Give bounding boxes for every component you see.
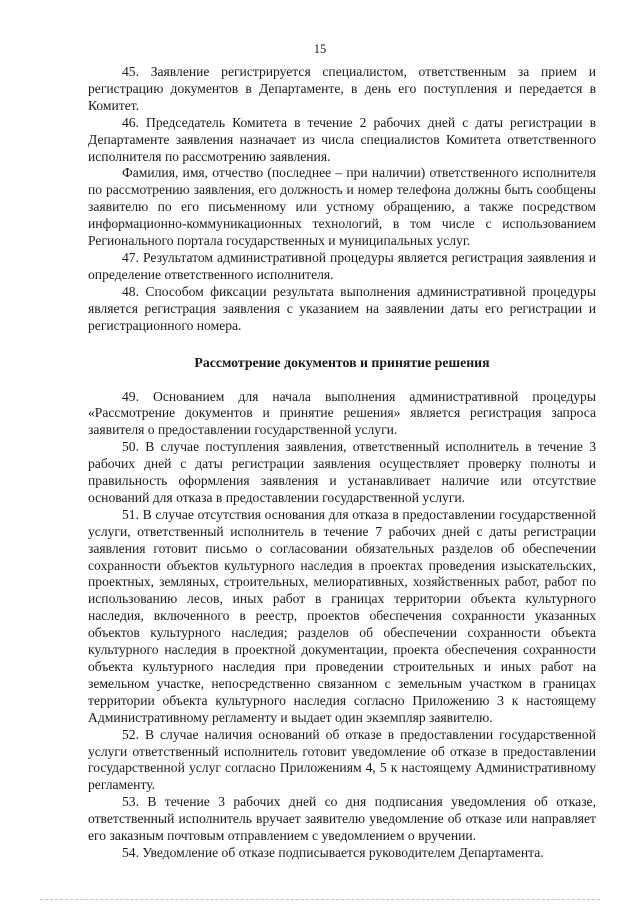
paragraph-46: 46. Председатель Комитета в течение 2 рабочих дней с даты регистрации в Департаменте заявления назначает из числа специалистов Комитета ответственного исполнителя по рассмотрению заявления. xyxy=(88,114,596,164)
paragraph-46-contact-info: Фамилия, имя, отчество (последнее – при наличии) ответственного исполнителя по рассмотрению заявления, его должность и номер телефона должны быть сообщены заявителю по его письменному или устному обращению, а также посредством информационно-коммуникационных технологий, в том числе с использованием Регионального портала государственных и муниципальных услуг. xyxy=(88,165,596,249)
paragraph-54: 54. Уведомление об отказе подписывается руководителем Департамента. xyxy=(122,844,544,860)
paragraph-45: 45. Заявление регистрируется специалистом, ответственным за прием и регистрацию документов в Департаменте, в день его поступления и передается в Комитет. xyxy=(88,64,596,113)
paragraph-51: 51. В случае отсутствия основания для отказа в предоставлении государственной услуги, ответственный исполнитель в течение 7 рабочих дней с даты регистрации заявления готовит письмо о согласовании обязательных разделов об обеспечении сохранности объектов культурного наследия в проектах проведения изыскательских, проектных, земляных, строительных, мелиоративных, хозяйственных работ, работ по использованию лесов, иных работ в границах территории объекта культурного наследия, включенного в реестр, проектов обеспечения сохранности указанных объектов культурного наследия; разделов об обеспечении сохранности объекта культурного наследия в проектной документации, проекта обеспечения сохранности объекта культурного наследия при проведении строительных и иных работ на земельном участке, непосредственно связанном с земельным участком в границах территории объекта культурного наследия согласно Приложению 3 к настоящему Административному регламенту и выдает один экземпляр заявителю. xyxy=(88,506,596,725)
page-number: 15 xyxy=(313,42,327,56)
paragraph-48: 48. Способом фиксации результата выполнения административной процедуры является регистрация заявления с указанием на заявлении даты его регистрации и регистрационного номера. xyxy=(88,283,596,333)
section-heading: Рассмотрение документов и принятие решения xyxy=(194,354,490,370)
document-body xyxy=(88,64,596,862)
scan-bottom-edge xyxy=(40,899,600,901)
paragraph-52: 52. В случае наличия оснований об отказе в предоставлении государственной услуги ответственный исполнитель готовит уведомление об отказе в предоставлении государственной услуг согласно Приложениям 4, 5 к настоящему Административному регламенту. xyxy=(88,726,596,793)
paragraph-50: 50. В случае поступления заявления, ответственный исполнитель в течение 3 рабочих дней с даты регистрации заявления осуществляет проверку полноты и правильность оформления заявления и устанавливает наличие или отсутствие оснований для отказа в предоставлении государственной услуги. xyxy=(88,439,596,505)
paragraph-53: 53. В течение 3 рабочих дней со дня подписания уведомления об отказе, ответственный исполнитель вручает заявителю уведомление об отказе или направляет его заказным почтовым отправлением с уведомлением о вручении. xyxy=(88,794,596,844)
paragraph-49: 49. Основанием для начала выполнения административной процедуры «Рассмотрение документов и принятие решения» является регистрация запроса заявителя о предоставлении государственной услуги. xyxy=(88,388,596,438)
paragraph-47: 47. Результатом административной процедуры является регистрация заявления и определение ответственного исполнителя. xyxy=(88,249,596,282)
